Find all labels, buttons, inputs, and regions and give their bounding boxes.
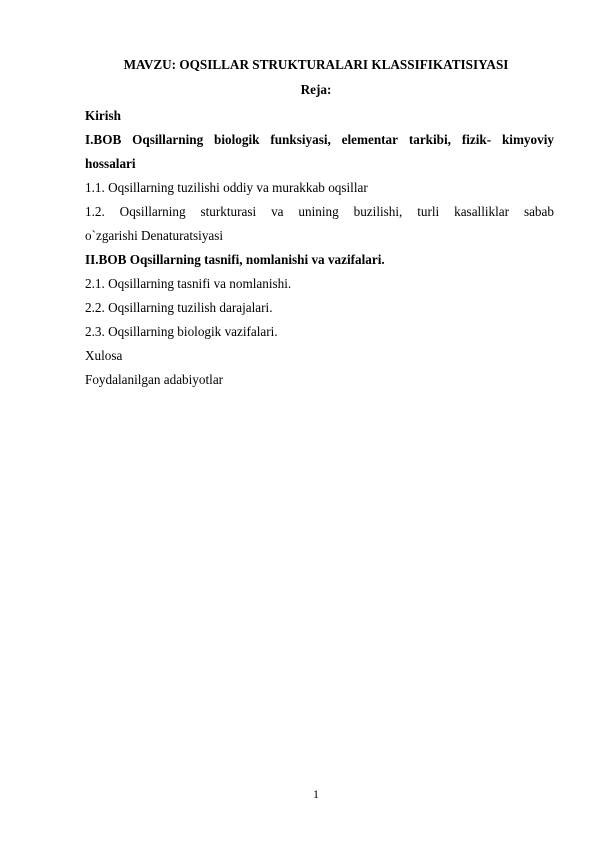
- item-1-2-word: Oqsillarning: [119, 204, 186, 219]
- outline-references: Foydalanilgan adabiyotlar: [85, 372, 224, 387]
- page-number: 1: [313, 787, 319, 801]
- chapter-1-word: kimyoviy: [501, 132, 554, 147]
- chapter-1-word: funksiyasi,: [270, 132, 331, 147]
- outline-item-2-1: 2.1. Oqsillarning tasnifi va nomlanishi.: [85, 276, 292, 291]
- outline-conclusion: Xulosa: [85, 348, 123, 363]
- chapter-1-word: I.BOB: [85, 132, 122, 147]
- chapter-1-word: fizik-: [461, 132, 492, 147]
- outline: [85, 104, 554, 392]
- outline-chapter-1-continued: hossalari: [85, 156, 136, 171]
- outline-item-1-2: [85, 200, 554, 224]
- chapter-1-word: Oqsillarning: [132, 132, 204, 147]
- outline-chapter-2: II.BOB Oqsillarning tasnifi, nomlanishi va vazifalari.: [85, 252, 385, 267]
- item-1-2-word: buzilishi,: [353, 204, 403, 219]
- document-title: MAVZU: OQSILLAR STRUKTURALARI KLASSIFIKATISIYASI: [123, 57, 509, 72]
- outline-item-2-2: 2.2. Oqsillarning tuzilish darajalari.: [85, 300, 273, 315]
- chapter-1-word: biologik: [214, 132, 260, 147]
- plan-heading: Reja:: [300, 82, 332, 97]
- outline-item-1-2-continued: o`zgarishi Denaturatsiyasi: [85, 228, 224, 243]
- chapter-1-word: tarkibi,: [408, 132, 451, 147]
- item-1-2-word: kasalliklar: [454, 204, 510, 219]
- outline-chapter-1: [85, 128, 554, 152]
- item-1-2-word: sabab: [523, 204, 554, 219]
- item-1-2-word: turli: [417, 204, 440, 219]
- item-1-2-word: sturkturasi: [200, 204, 257, 219]
- outline-intro: Kirish: [85, 108, 121, 123]
- chapter-1-word: elementar: [341, 132, 399, 147]
- outline-item-1-1: 1.1. Oqsillarning tuzilishi oddiy va murakkab oqsillar: [85, 180, 368, 195]
- item-1-2-word: unining: [298, 204, 339, 219]
- outline-item-2-3: 2.3. Oqsillarning biologik vazifalari.: [85, 324, 278, 339]
- item-1-2-word: va: [271, 204, 284, 219]
- item-1-2-word: 1.2.: [85, 204, 105, 219]
